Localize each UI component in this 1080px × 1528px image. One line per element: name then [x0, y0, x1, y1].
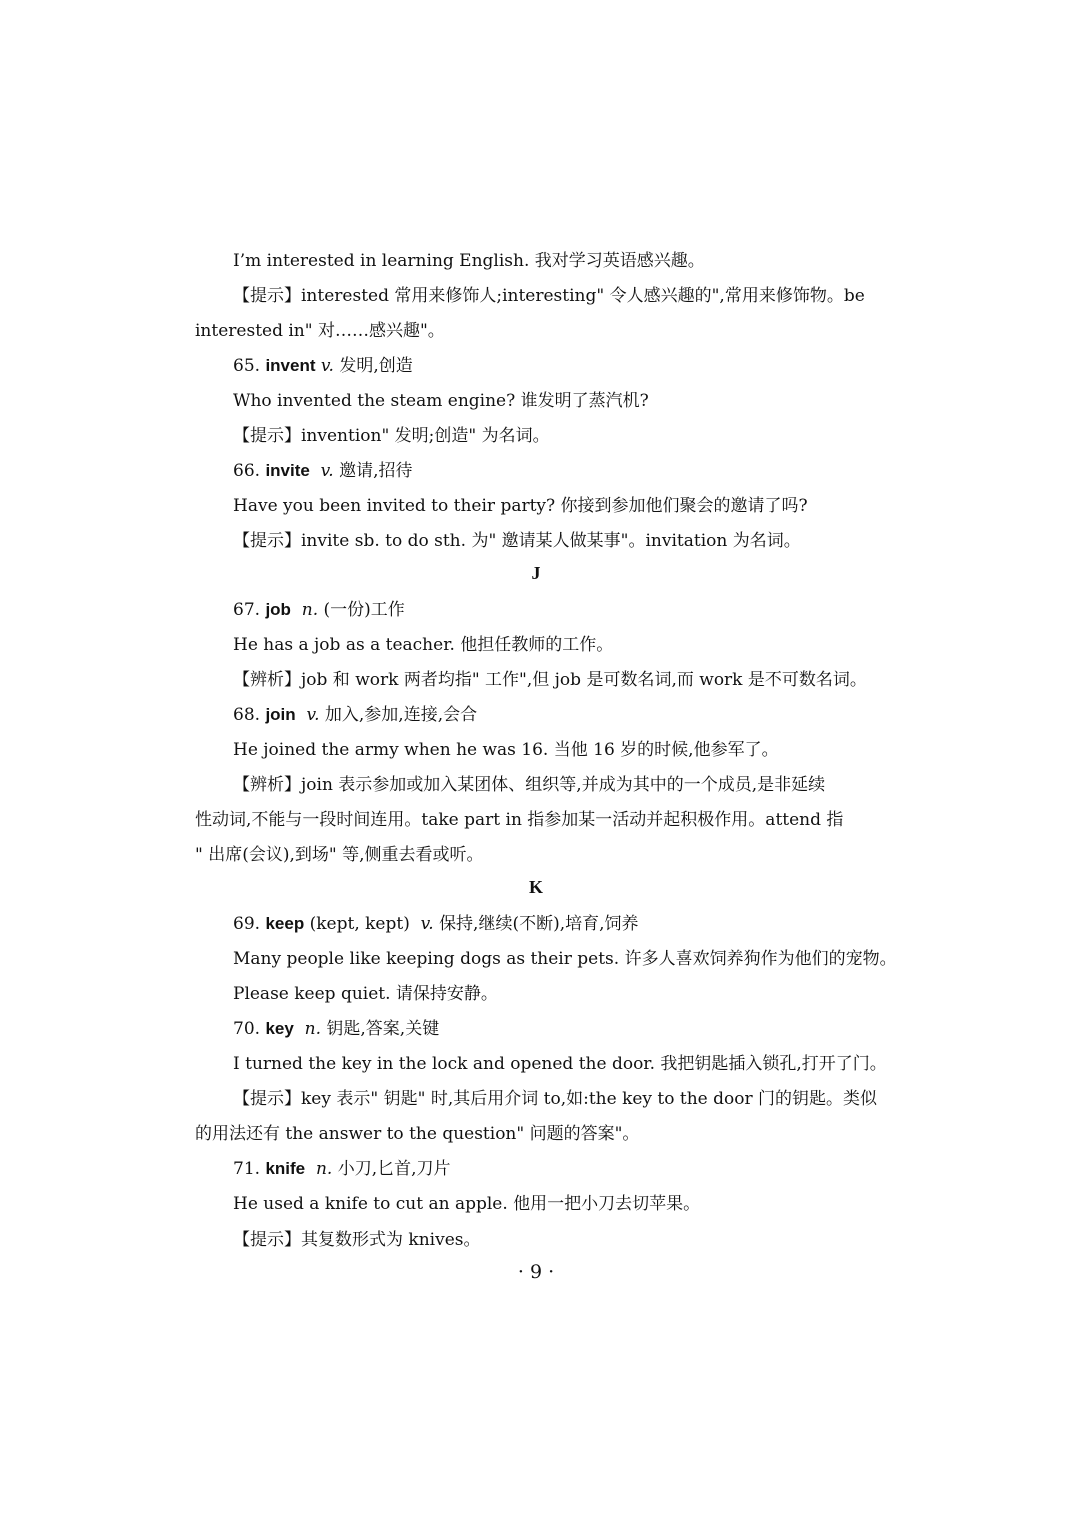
headword: key — [265, 1019, 294, 1038]
gloss: 钥匙,答案,关键 — [326, 1019, 440, 1039]
headword: keep — [265, 914, 305, 933]
part-of-speech: v. — [320, 461, 334, 481]
tip-note: 【提示】其复数形式为 knives。 — [233, 1230, 481, 1250]
example-sentence: Please keep quiet. 请保持安静。 — [233, 984, 498, 1004]
entry-67 — [233, 598, 405, 622]
part-of-speech: n. — [304, 1019, 321, 1039]
entry-number: 70. — [233, 1019, 261, 1039]
entry-number: 66. — [233, 461, 261, 481]
entry-number: 71. — [233, 1159, 261, 1179]
part-of-speech: v. — [306, 705, 320, 725]
tip-note-continued: 的用法还有 the answer to the question" 问题的答案"。 — [195, 1124, 640, 1144]
analysis-note: 【辨析】join 表示参加或加入某团体、组织等,并成为其中的一个成员,是非延续 — [233, 775, 826, 795]
analysis-note-continued: 性动词,不能与一段时间连用。take part in 指参加某一活动并起积极作用。attend 指 — [195, 810, 844, 830]
gloss: (一份)工作 — [323, 600, 405, 620]
section-letter-j: J — [531, 563, 541, 583]
entry-66 — [233, 459, 412, 483]
entry-71 — [233, 1157, 451, 1181]
section-letter-k: K — [528, 877, 543, 897]
headword: invent — [265, 356, 316, 375]
example-sentence: He joined the army when he was 16. 当他 16 岁的时候,他参军了。 — [233, 740, 779, 760]
tip-note-continued: interested in" 对……感兴趣"。 — [195, 321, 445, 341]
gloss: 加入,参加,连接,会合 — [324, 705, 478, 725]
entry-65 — [233, 354, 413, 378]
gloss: 小刀,匕首,刀片 — [337, 1159, 451, 1179]
gloss: 保持,继续(不断),培育,饲养 — [439, 914, 639, 934]
example-sentence: He used a knife to cut an apple. 他用一把小刀去切苹果。 — [233, 1194, 701, 1214]
analysis-note-continued: " 出席(会议),到场" 等,侧重去看或听。 — [195, 845, 484, 865]
part-of-speech: n. — [315, 1159, 333, 1179]
headword: invite — [265, 461, 310, 480]
part-of-speech: v. — [420, 914, 434, 934]
part-of-speech: v. — [320, 356, 334, 376]
example-sentence: He has a job as a teacher. 他担任教师的工作。 — [233, 635, 614, 655]
example-sentence: Who invented the steam engine? 谁发明了蒸汽机? — [233, 391, 649, 411]
entry-number: 67. — [233, 600, 261, 620]
headword: knife — [265, 1159, 306, 1178]
verb-forms: (kept, kept) — [309, 914, 410, 934]
entry-70 — [233, 1017, 439, 1041]
gloss: 发明,创造 — [339, 356, 413, 376]
page-number: · 9 · — [517, 1261, 555, 1283]
entry-number: 68. — [233, 705, 261, 725]
example-sentence: I turned the key in the lock and opened the door. 我把钥匙插入锁孔,打开了门。 — [233, 1054, 887, 1074]
tip-note: 【提示】key 表示" 钥匙" 时,其后用介词 to,如:the key to the door 门的钥匙。类似 — [233, 1089, 878, 1109]
headword: join — [265, 705, 296, 724]
example-sentence: I’m interested in learning English. 我对学习英语感兴趣。 — [233, 251, 705, 271]
entry-number: 65. — [233, 356, 261, 376]
example-sentence: Have you been invited to their party? 你接到参加他们聚会的邀请了吗? — [233, 496, 808, 516]
part-of-speech: n. — [301, 600, 319, 620]
tip-note: 【提示】invite sb. to do sth. 为" 邀请某人做某事"。invitation 为名词。 — [233, 531, 801, 551]
example-sentence: Many people like keeping dogs as their pets. 许多人喜欢饲养狗作为他们的宠物。 — [233, 949, 897, 969]
entry-number: 69. — [233, 914, 261, 934]
entry-69 — [233, 912, 639, 936]
headword: job — [265, 600, 291, 619]
entry-68 — [233, 703, 477, 727]
gloss: 邀请,招待 — [339, 461, 413, 481]
tip-note: 【提示】interested 常用来修饰人;interesting" 令人感兴趣的",常用来修饰物。be — [233, 286, 865, 306]
analysis-note: 【辨析】job 和 work 两者均指" 工作",但 job 是可数名词,而 work 是不可数名词。 — [233, 670, 867, 690]
tip-note: 【提示】invention" 发明;创造" 为名词。 — [233, 426, 550, 446]
